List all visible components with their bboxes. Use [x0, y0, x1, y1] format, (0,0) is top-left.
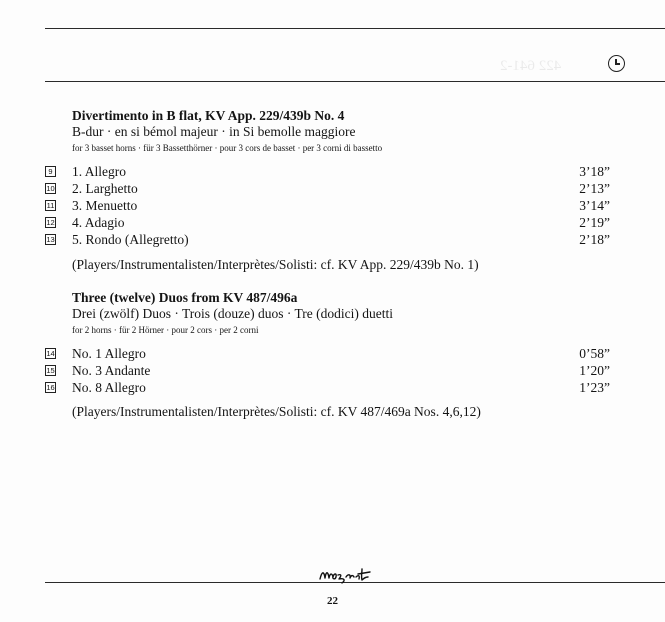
clock-icon — [608, 55, 625, 72]
track-title: 1. Allegro — [72, 164, 126, 179]
track-number-box: 9 — [45, 166, 56, 177]
track-number-box: 15 — [46, 366, 55, 375]
track-title: 5. Rondo (Allegretto) — [72, 232, 189, 247]
track-number-box: 10 — [46, 184, 55, 193]
track-duration: 2’13” — [579, 181, 610, 196]
work1-subtitle: B-dur · en si bémol majeur · in Si bemolle maggiore — [72, 124, 356, 139]
work1-instrumentation: for 3 basset horns · für 3 Bassetthörner · pour 3 cors de basset · per 3 corni di bassetto — [72, 143, 383, 153]
work2-players-note: (Players/Instrumentalisten/Interprètes/Solisti: cf. KV 487/469a Nos. 4,6,12) — [72, 404, 481, 419]
ghost-catalog: 422 641-2 — [500, 58, 562, 74]
work2-instrumentation: for 2 horns · für 2 Hörner · pour 2 cors · per 2 corni — [72, 325, 259, 335]
track-duration: 3’18” — [579, 164, 610, 179]
track-row — [45, 215, 610, 232]
mozart-signature — [318, 563, 378, 585]
page-number: 22 — [327, 595, 338, 607]
track-number-box: 16 — [46, 383, 55, 392]
track-title: 3. Menuetto — [72, 198, 138, 213]
track-row — [45, 198, 610, 215]
track-duration: 2’18” — [579, 232, 610, 247]
track-row — [45, 181, 610, 198]
track-duration: 2’19” — [579, 215, 610, 230]
work2-subtitle: Drei (zwölf) Duos · Trois (douze) duos · Tre (dodici) duetti — [72, 306, 393, 321]
header-rule — [45, 81, 665, 82]
track-duration: 3’14” — [579, 198, 610, 213]
track-title: 2. Larghetto — [72, 181, 138, 196]
work1-title: Divertimento in B flat, KV App. 229/439b No. 4 — [72, 108, 345, 123]
track-row — [45, 232, 610, 249]
track-title: No. 3 Andante — [72, 363, 151, 378]
track-duration: 1’20” — [579, 363, 610, 378]
track-number-box: 11 — [46, 201, 55, 210]
track-row — [45, 164, 610, 181]
work1-players-note: (Players/Instrumentalisten/Interprètes/Solisti: cf. KV App. 229/439b No. 1) — [72, 257, 479, 272]
track-number-box: 12 — [46, 218, 55, 227]
track-title: No. 8 Allegro — [72, 380, 146, 395]
track-duration: 0’58” — [579, 346, 610, 361]
track-title: No. 1 Allegro — [72, 346, 146, 361]
track-row — [45, 363, 610, 380]
top-rule — [45, 28, 665, 29]
track-row — [45, 380, 610, 397]
track-title: 4. Adagio — [72, 215, 125, 230]
track-row — [45, 346, 610, 363]
track-number-box: 14 — [46, 349, 55, 358]
work2-title: Three (twelve) Duos from KV 487/496a — [72, 290, 298, 305]
track-duration: 1’23” — [579, 380, 610, 395]
track-number-box: 13 — [46, 235, 55, 244]
